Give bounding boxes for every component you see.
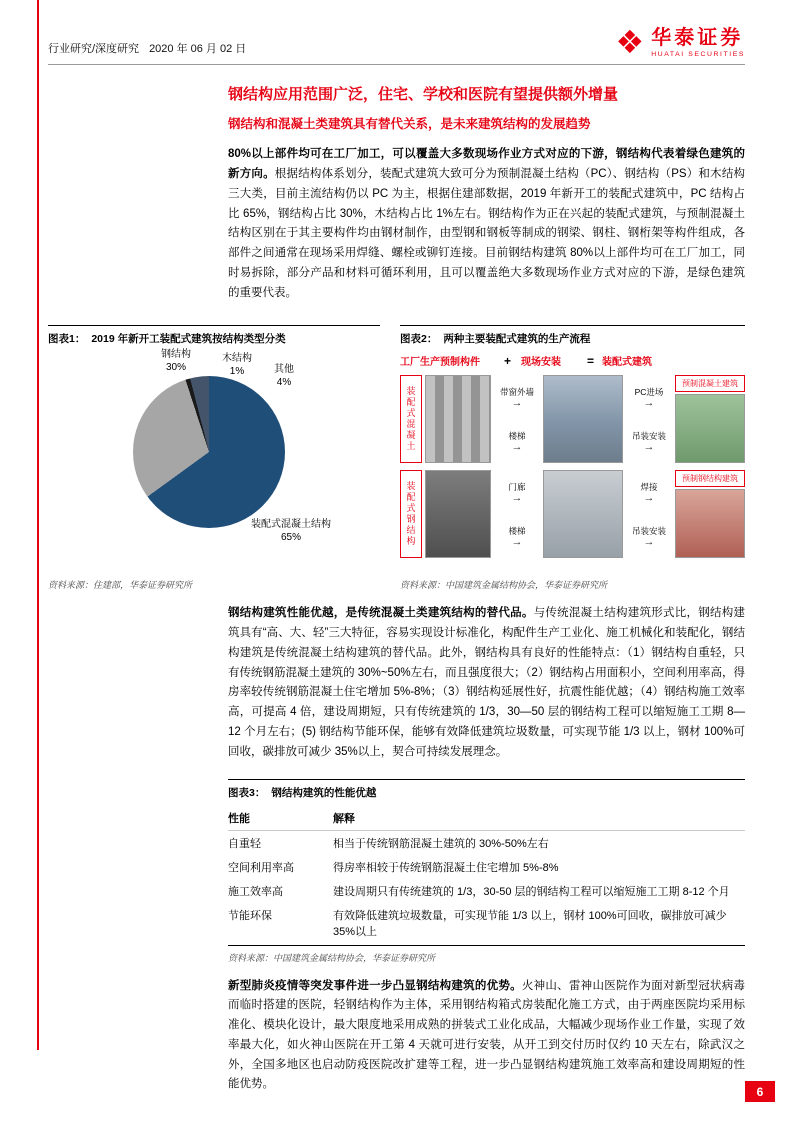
figure-2-caption-label: 图表2：: [400, 333, 438, 346]
photo-steel-corridor: [425, 470, 491, 558]
paragraph-1-lead: 80%以上部件均可在工厂加工，可以覆盖大多数现场作业方式对应的下游，钢结构代表着绿色建筑的新方向。: [228, 148, 745, 181]
photo-steel-frame-install: [543, 470, 623, 558]
table-cell-performance: 节能环保: [228, 903, 333, 946]
table-cell-explanation: 得房率相较于传统钢筋混凝土住宅增加 5%-8%: [333, 861, 559, 874]
flow-step-label: [494, 525, 540, 548]
figure-3-caption-text: 钢结构建筑的性能优越: [271, 786, 377, 799]
pie-chart: [133, 376, 285, 528]
flow-step-text: PC进场: [634, 386, 664, 397]
flow-step-label: [494, 386, 540, 409]
flow-result-concrete: [675, 375, 745, 463]
flow-header-result: 装配式建筑: [602, 357, 653, 369]
body-column-2: [228, 604, 745, 762]
paragraph-2-text: 与传统混凝土结构建筑形式比，钢结构建筑具有“高、大、轻”三大特征，容易实现设计标准化，构配件生产工业化、施工机械化和装配化，钢结构建筑是传统混凝土结构建筑的替代品。此外，钢结构具有良好的性能特点：（1）钢结构自重轻，只有传统钢筋混凝土建筑的 30%~50%左右，而且强度很大；（2）钢结构占用面积小，空间利用率高，得房率较传统钢筋混凝土住宅增加 5%-8%；（3）钢结构延展性好，抗震性能优越；（4）钢结构施工效率高，可提高 4 倍，建设周期短，只有传统建筑的 1/3，30—50 层的钢结构工程可以缩短施工工期 8—12 个月左右；(5) 钢结构节能环保，能够有效降低建筑垃圾数量，可实现节能 1/3 以上，钢材 100%可回收，碳排放可减少 35%以上，契合可持续发展理念。: [228, 607, 746, 758]
paragraph-1: [228, 145, 745, 303]
pie-label-concrete-value: 65%: [280, 532, 301, 544]
table-cell-performance: 空间利用率高: [228, 861, 294, 874]
report-meta: [48, 40, 246, 58]
table-row: [228, 903, 745, 946]
flow-step-label: [494, 481, 540, 504]
flow-row-steel: [400, 470, 745, 558]
flow-step-text: 吊装安装: [631, 430, 666, 441]
section-subtitle: 钢结构和混凝土类建筑具有替代关系，是未来建筑结构的发展趋势: [228, 117, 591, 132]
pie-label-concrete-name: 装配式混凝土结构: [251, 519, 331, 531]
flow-step-text: 楼梯: [508, 430, 526, 441]
page-number: 6: [745, 1081, 775, 1102]
arrow-right-icon: →: [511, 491, 523, 504]
pie-label-wood-value: 1%: [229, 366, 245, 378]
flow-row-concrete: [400, 375, 745, 463]
figure-row: [48, 325, 745, 591]
flow-result-label-steel: 预制钢结构建筑: [675, 470, 745, 487]
pie-label-other: [266, 363, 302, 389]
plus-icon: +: [504, 353, 512, 368]
body-column: [228, 85, 745, 303]
flow-step-text: 门廊: [508, 481, 526, 492]
figure-3-source: 资料来源：中国建筑金属结构协会，华泰证券研究所: [228, 952, 436, 963]
page-content: [48, 0, 745, 1095]
paragraph-2: [228, 604, 745, 762]
report-date: 2020 年 06 月 02 日: [149, 43, 247, 55]
flow-steps-steel-2: [626, 470, 672, 558]
brand-name-cn: 华泰证券: [651, 26, 744, 49]
brand-name-en: HUATAI SECURITIES: [651, 50, 745, 58]
flow-step-label: [626, 481, 672, 504]
photo-precast-steel-building: [675, 489, 745, 558]
figure-1-source: 资料来源：住建部，华泰证券研究所: [48, 580, 193, 591]
figure-3-caption-label: 图表3：: [228, 786, 266, 799]
flow-step-label: [626, 430, 672, 453]
figure-1: [48, 325, 380, 591]
brand-text: [651, 27, 745, 58]
arrow-right-icon: →: [511, 396, 523, 409]
left-accent-rule: [37, 0, 39, 1050]
equals-icon: =: [587, 353, 595, 368]
flow-result-steel: [675, 470, 745, 558]
photo-precast-concrete-building: [675, 394, 745, 463]
figure-2-caption-text: 两种主要装配式建筑的生产流程: [443, 333, 591, 346]
flow-result-label-concrete: 预制混凝土建筑: [675, 375, 745, 392]
photo-concrete-site-install: [543, 375, 623, 463]
pie-label-steel-value: 30%: [165, 362, 186, 374]
report-category: 行业研究/深度研究: [48, 43, 140, 55]
flow-steps-concrete-1: [494, 375, 540, 463]
figure-3-caption: [228, 779, 745, 804]
flow-side-label-steel: 装配式钢结构: [400, 470, 422, 558]
flow-step-text: 带窗外墙: [499, 386, 534, 397]
flow-diagram: [400, 350, 745, 574]
table-row: [228, 855, 745, 879]
arrow-right-icon: →: [511, 535, 523, 548]
pie-label-steel-name: 钢结构: [161, 349, 191, 361]
figure-2-source: 资料来源：中国建筑金属结构协会，华泰证券研究所: [400, 580, 608, 591]
figure-1-caption: [48, 325, 380, 350]
flow-steps-concrete-2: [626, 375, 672, 463]
paragraph-3-lead: 新型肺炎疫情等突发事件进一步凸显钢结构建筑的优势。: [228, 979, 522, 992]
flow-side-label-concrete: 装配式混凝土: [400, 375, 422, 463]
paragraph-1-text: 根据结构体系划分，装配式建筑大致可分为预制混凝土结构（PC）、钢结构（PS）和木结构三大类，目前主流结构仍以 PC 为主，根据住建部数据，2019 年新开工的装配式建筑中，PC 结构占比 65%，钢结构占比 30%，木结构占比 1%左右。钢结构作为正在兴起的装配式建筑，与预制混凝土结构区别在于其主要构件均由钢材制作，由型钢和钢板等制成的钢梁、钢柱、钢桁架等构件组成，各部件之间通常在现场采用焊缝、螺栓或铆钉连接。目前钢结构建筑 80%以上部件均可在工厂加工，同时易拆除，部分产品和材料可循环利用，且可以覆盖绝大多数现场作业方式对应的下游，是绿色建筑的重要代表。: [228, 168, 746, 299]
flow-header-factory: 工厂生产预制构件: [400, 357, 480, 369]
flow-steps-steel-1: [494, 470, 540, 558]
figure-1-caption-label: 图表1：: [48, 333, 86, 346]
section-title: 钢结构应用范围广泛，住宅、学校和医院有望提供额外增量: [228, 86, 619, 103]
flow-step-label: [626, 386, 672, 409]
pie-chart-area: [48, 350, 380, 574]
pie-label-wood-name: 木结构: [222, 353, 252, 365]
pie-label-wood: [216, 352, 258, 378]
paragraph-3-text: 火神山、雷神山医院作为面对新型冠状病毒而临时搭建的医院，轻钢结构作为主体，采用钢结构箱式房装配化施工方式，由于两座医院均采用标准化、模块化设计，最大限度地采用成熟的拼装式工业化成品，大幅减少现场作业工作量，实现了效率最大化，如火神山医院在开工第 4 天就可进行安装，从开工到交付历时仅约 10 天左右，除武汉之外，全国多地区也启动防疫医院改扩建等工程，进一步凸显钢结构建筑施工效率高和建设周期短的性能优势。: [228, 979, 746, 1091]
figure-2-caption: [400, 325, 745, 350]
arrow-right-icon: →: [511, 440, 523, 453]
table-cell-performance: 施工效率高: [228, 885, 283, 898]
huatai-logo: [616, 26, 745, 58]
flow-step-text: 焊接: [640, 481, 658, 492]
flow-header-site: 现场安装: [521, 357, 562, 369]
arrow-right-icon: →: [643, 440, 655, 453]
flow-step-label: [626, 525, 672, 548]
table-cell-explanation: 建设周期只有传统建筑的 1/3，30-50 层的钢结构工程可以缩短施工工期 8-12 个月: [333, 885, 730, 898]
paragraph-2-lead: 钢结构建筑性能优越，是传统混凝土类建筑结构的替代品。: [228, 607, 534, 620]
pie-label-other-value: 4%: [276, 377, 292, 389]
table-cell-explanation: 有效降低建筑垃圾数量，可实现节能 1/3 以上，钢材 100%可回收，碳排放可减少 35%以上: [333, 903, 745, 946]
pie-label-steel: [146, 348, 206, 374]
flow-step-text: 吊装安装: [631, 525, 666, 536]
flow-step-label: [494, 430, 540, 453]
arrow-right-icon: →: [643, 491, 655, 504]
table-header-performance: 性能: [228, 806, 333, 831]
arrow-right-icon: →: [643, 396, 655, 409]
figure-3: [228, 779, 745, 964]
performance-table: [228, 806, 745, 946]
photo-precast-concrete-parts: [425, 375, 491, 463]
paragraph-3: [228, 977, 745, 1096]
table-row: [228, 830, 745, 855]
body-column-3: [228, 977, 745, 1096]
table-header-row: [228, 806, 745, 831]
page-header: [48, 0, 745, 65]
table-header-explanation: 解释: [333, 806, 745, 831]
figure-1-caption-text: 2019 年新开工装配式建筑按结构类型分类: [91, 333, 286, 346]
table-cell-explanation: 相当于传统钢筋混凝土建筑的 30%-50%左右: [333, 837, 549, 850]
flow-header: [400, 350, 745, 368]
table-cell-performance: 自重轻: [228, 837, 261, 850]
huatai-diamond-icon: ❖: [615, 24, 645, 60]
table-row: [228, 879, 745, 903]
pie-label-other-name: 其他: [274, 364, 294, 376]
arrow-right-icon: →: [643, 535, 655, 548]
pie-label-concrete: [244, 518, 338, 544]
figure-2: [400, 325, 745, 591]
flow-step-text: 楼梯: [508, 525, 526, 536]
